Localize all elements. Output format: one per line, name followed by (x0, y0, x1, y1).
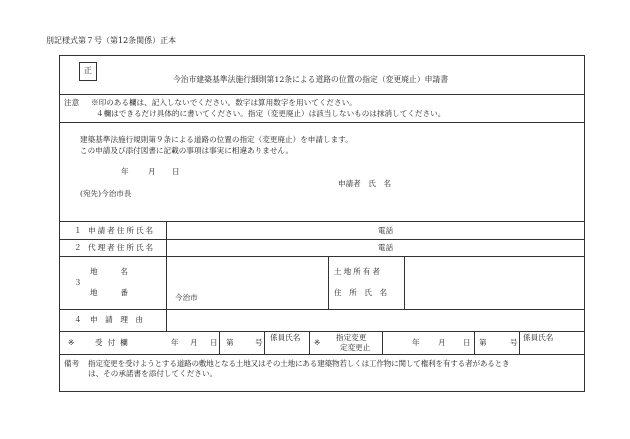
row-2-phone-label: 電話 (378, 243, 394, 252)
form-label: 別記様式第７号（第12条関係）正本 (46, 36, 177, 45)
form-title: 今治市建築基準法施行細則第12条による道路の位置の指定（変更廃止）申請書 (173, 75, 449, 84)
reception-staff-label: 係員氏名 (270, 333, 301, 342)
declaration-line-1: 建築基準法施行規則第９条による道路の位置の指定（変更廃止）を申請します。 (80, 135, 353, 144)
divider (264, 331, 265, 354)
divider (474, 331, 475, 354)
reception-number-label: 第 (226, 338, 234, 347)
notes-line-2: ４欄はできるだけ具体的に書いてください。指定（変更廃止）は該当しないものは抹消してください。 (96, 109, 446, 118)
applicant-name-label: 申請者 氏 名 (338, 179, 392, 188)
reception-day-label: 日 (210, 338, 218, 347)
row-1-number: １ (74, 226, 82, 235)
divider (59, 221, 585, 222)
divider (59, 239, 585, 240)
change-day-label: 日 (463, 338, 471, 347)
notes-line-1: ※印のある欄は、記入しないでください。数字は算用数字を用いてください。 (91, 98, 357, 107)
declaration-line-2: この申請及び添付図書に記載の事項は事実に相違ありません。 (80, 146, 294, 155)
remarks-line-1: 指定変更を受けようとする道路の敷地となる土地又はその土地にある建築物若しくは工作物に関して権利を有する者があるとき (88, 359, 510, 368)
land-name-label: 地 名 (90, 267, 128, 276)
land-location-value: 今治市 (175, 293, 198, 302)
divider (59, 256, 585, 257)
reception-month-label: 月 (190, 338, 198, 347)
change-month-label: 月 (438, 338, 446, 347)
divider (59, 354, 585, 355)
divider (59, 331, 585, 332)
reception-label: 受付欄 (95, 338, 133, 347)
addressee: (宛先)今治市長 (80, 189, 132, 198)
change-staff-label: 係員氏名 (523, 333, 554, 342)
remarks-heading: 備考 (64, 359, 80, 368)
reception-year-label: 年 (171, 338, 179, 347)
row-1-phone-label: 電話 (378, 226, 394, 235)
change-number-suffix: 号 (510, 338, 518, 347)
original-stamp: 正 (84, 66, 92, 75)
land-number-label: 地 番 (90, 288, 128, 297)
divider (382, 331, 383, 354)
date-day-label: 日 (172, 167, 180, 176)
divider (519, 331, 520, 354)
divider (166, 221, 167, 331)
change-mark: ※ (314, 338, 321, 347)
row-4-label: 申 請 理 由 (90, 315, 144, 324)
row-1-label: 申請者住所氏名 (88, 226, 156, 235)
divider (59, 94, 585, 95)
date-year-label: 年 (121, 167, 129, 176)
divider (328, 256, 329, 309)
divider (59, 122, 585, 123)
row-4-number: ４ (74, 315, 82, 324)
remarks-line-2: は、その承諾書を添付してください。 (88, 369, 218, 378)
landowner-label: 土地所有者 (334, 267, 382, 276)
divider (59, 309, 585, 310)
row-2-label: 代理者住所氏名 (88, 243, 156, 252)
landowner-address-label: 住 所 氏 名 (334, 288, 388, 297)
notes-heading: 注意 (64, 98, 80, 107)
reception-number-suffix: 号 (255, 338, 263, 347)
divider (404, 256, 405, 309)
change-year-label: 年 (412, 338, 420, 347)
row-2-number: ２ (74, 243, 82, 252)
change-label-bottom: 定変更止 (340, 343, 371, 352)
divider (309, 331, 310, 354)
change-label-top: 指定変更 (336, 333, 367, 342)
reception-mark: ※ (68, 338, 75, 347)
divider (219, 331, 220, 354)
row-3-number: ３ (74, 278, 82, 287)
date-month-label: 月 (148, 167, 156, 176)
change-number-label: 第 (479, 338, 487, 347)
